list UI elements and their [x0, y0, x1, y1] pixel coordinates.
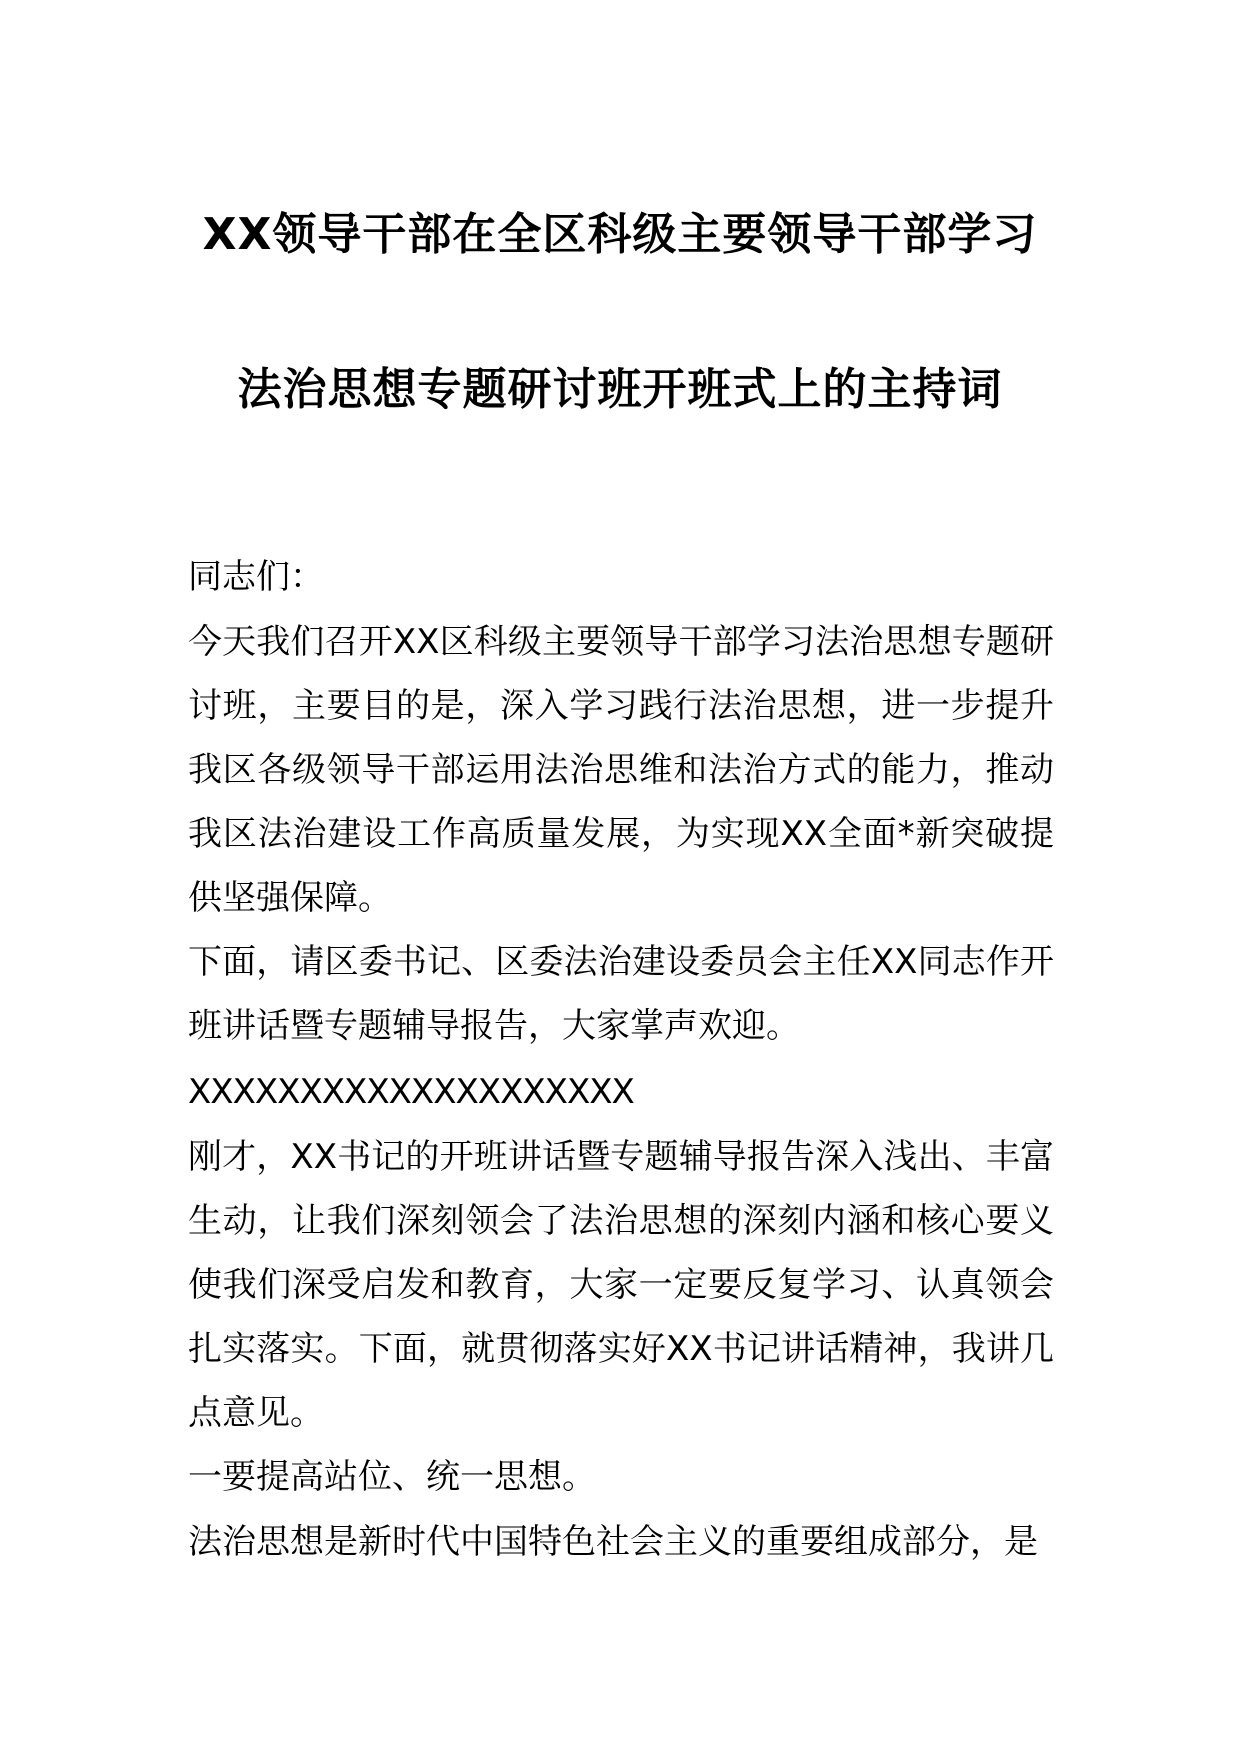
document-title-line-1: XX领导干部在全区科级主要领导干部学习: [202, 209, 1038, 260]
paragraph-opening: 今天我们召开XX区科级主要领导干部学习法治思想专题研讨班，主要目的是，深入学习践行法治思想，进一步提升我区各级领导干部运用法治思维和法治方式的能力，推动我区法治建设工作高质量发展，为实现XX全面*新突破提供坚强保障。: [188, 622, 1054, 918]
paragraph-invitation: 下面，请区委书记、区委法治建设委员会主任XX同志作开班讲话暨专题辅导报告，大家掌声欢迎。: [188, 942, 1054, 1046]
paragraph-placeholder: XXXXXXXXXXXXXXXXXXXX: [188, 1072, 634, 1112]
salutation: 同志们：: [188, 557, 324, 597]
section-heading: 一要提高站位、统一思想。: [188, 1457, 596, 1497]
document-title-line-2: 法治思想专题研讨班开班式上的主持词: [237, 364, 1003, 415]
paragraph-summary: 刚才，XX书记的开班讲话暨专题辅导报告深入浅出、丰富生动，让我们深刻领会了法治思想的深刻内涵和核心要义使我们深受启发和教育，大家一定要反复学习、认真领会扎实落实。下面，就贯彻落实好XX书记讲话精神，我讲几点意见。: [188, 1137, 1054, 1433]
paragraph-section-body: 法治思想是新时代中国特色社会主义的重要组成部分，是: [188, 1522, 1038, 1562]
